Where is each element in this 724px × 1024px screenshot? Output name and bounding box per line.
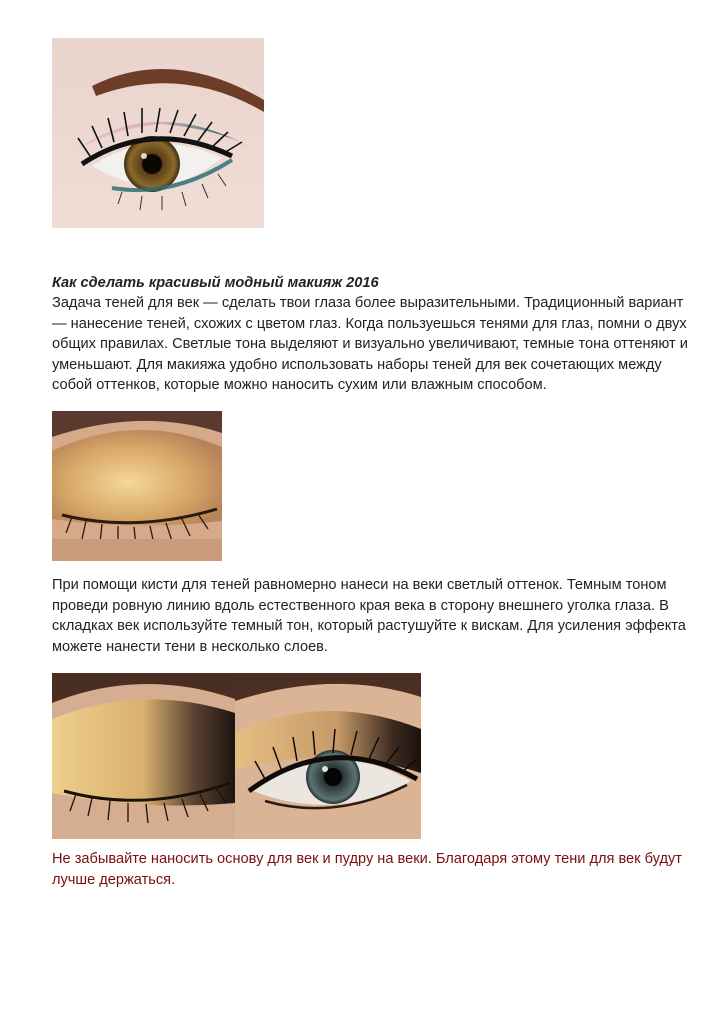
- technique-paragraph: При помощи кисти для теней равномерно нанеси на веки светлый оттенок. Темным тоном проведи ровную линию вдоль естественного края века в сторону внешнего уголка глаза. В складках век используйте темный тон, который растушуйте к вискам. Для усиления эффекта можете нанести тени в несколько слоев.: [52, 577, 686, 655]
- tip-note: Не забывайте наносить основу для век и пудру на веки. Благодаря этому тени для век будут лучше держаться.: [52, 851, 682, 888]
- article-title: Как сделать красивый модный макияж 2016: [52, 275, 379, 291]
- eye-photo-teal-shadow: [52, 38, 264, 228]
- eye-photo-smoky-open: [235, 673, 421, 839]
- eye-photo-gold-closed: [52, 411, 222, 561]
- intro-paragraph: Задача теней для век — сделать твои глаза более выразительными. Традиционный вариант — нанесение теней, схожих с цветом глаз. Когда пользуешься тенями для глаз, помни о двух общих правилах. Светлые тона выделяют и визуально увеличивают, темные тона оттеняют и уменьшают. Для макияжа удобно использовать наборы теней для век сочетающих между собой оттенков, которые можно наносить сухим или влажным способом.: [52, 295, 688, 394]
- eye-photo-smoky-closed: [52, 673, 235, 839]
